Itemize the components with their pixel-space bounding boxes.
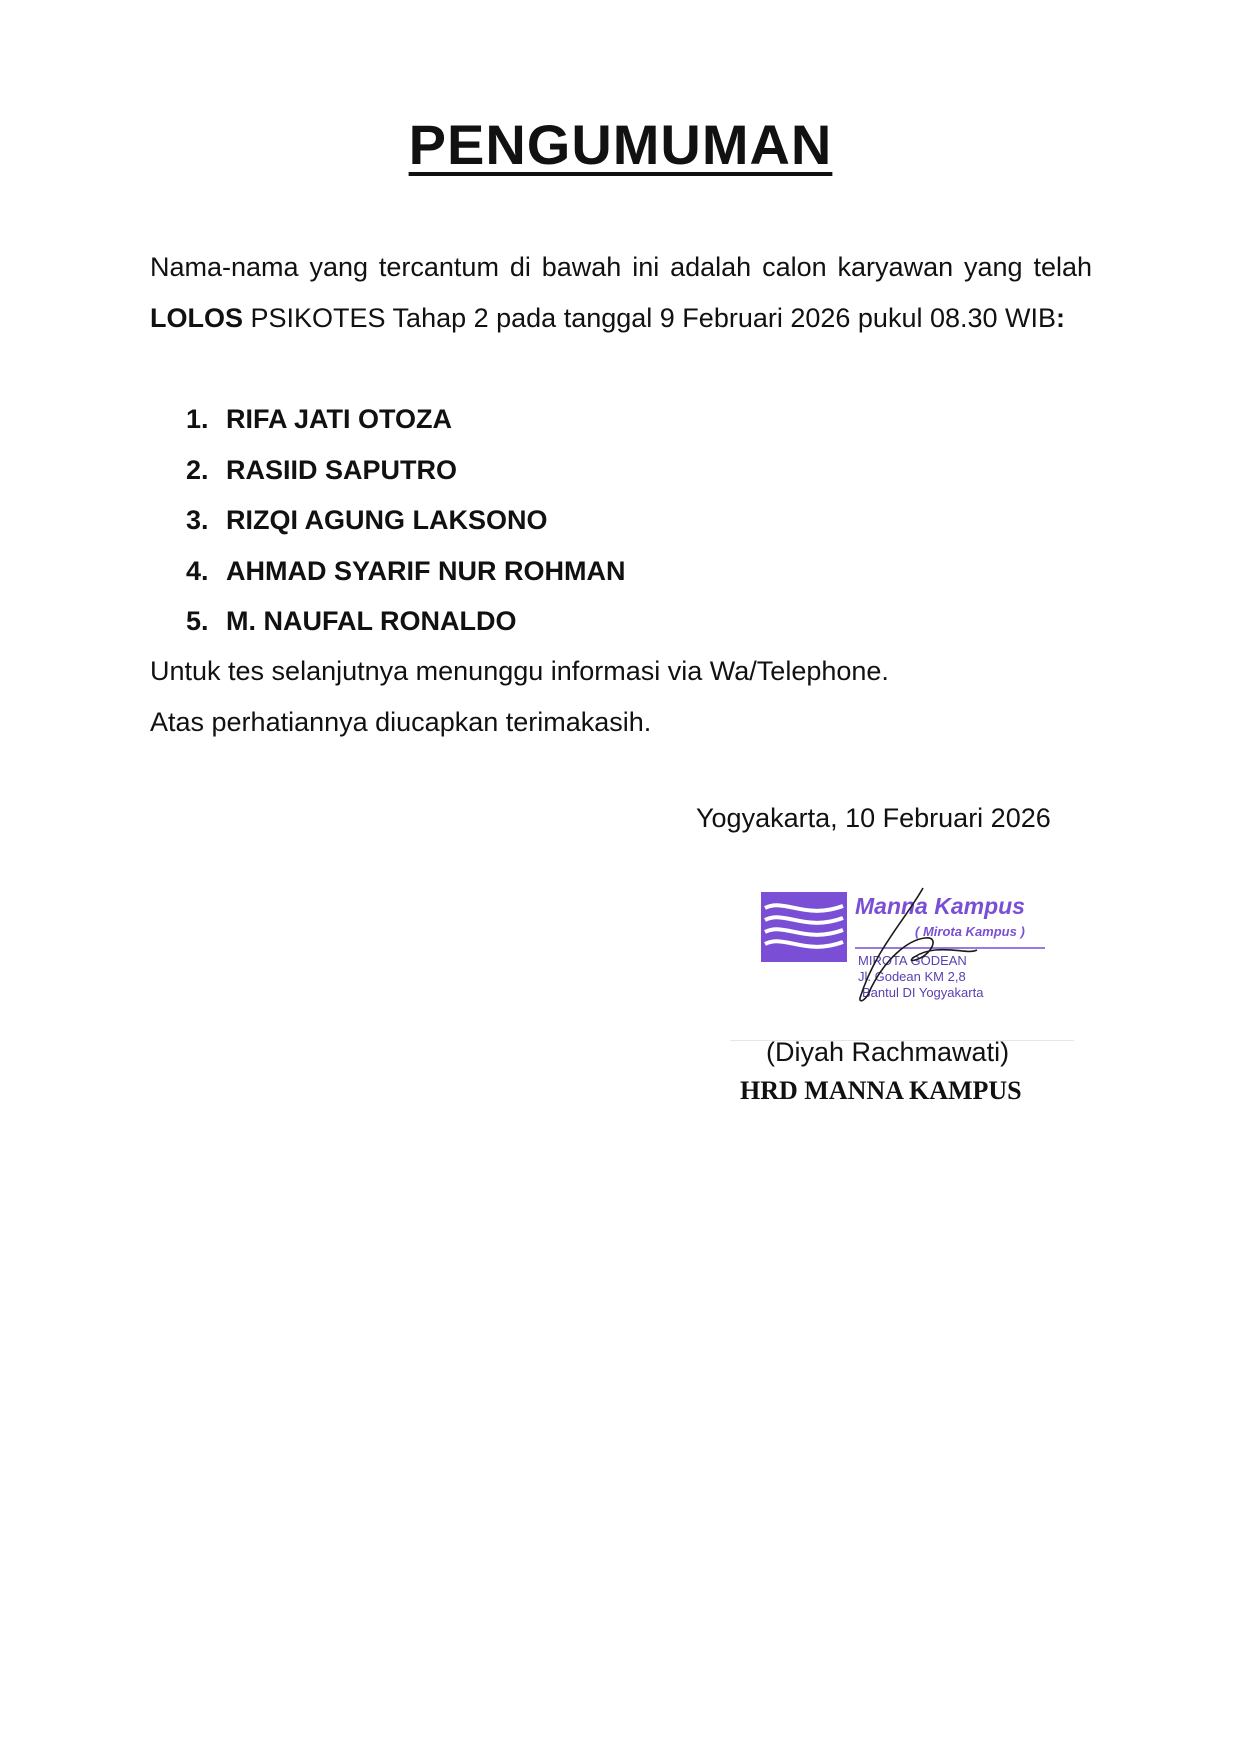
list-item [186,495,626,546]
signer-role: HRD MANNA KAMPUS [740,1076,1022,1105]
list-item-name: RIZQI AGUNG LAKSONO [226,505,548,535]
names-list [186,394,626,647]
list-item-name: M. NAUFAL RONALDO [226,606,517,636]
closing-line-2: Atas perhatiannya diucapkan terimakasih. [150,706,652,737]
closing-line-1: Untuk tes selanjutnya menunggu informasi via Wa/Telephone. [150,656,889,686]
list-item-number: 5. [186,606,209,636]
stamp-logo-icon [761,892,847,962]
intro-paragraph [150,242,1092,343]
list-item [186,445,626,496]
list-item-name: RASIID SAPUTRO [226,454,458,485]
list-item [186,394,626,445]
closing-text [150,646,889,747]
signer-name: (Diyah Rachmawati) [766,1037,1010,1067]
company-stamp [755,880,1055,1010]
intro-bold-lolos: LOLOS [150,302,243,333]
intro-text-2: PSIKOTES Tahap 2 pada tanggal 9 Februari 2026 pukul 08.30 WIB [243,302,1057,333]
list-item-name: RIFA JATI OTOZA [226,404,453,434]
intro-text-1: Nama-nama yang tercantum di bawah ini adalah calon karyawan yang telah [150,252,1092,282]
list-item-name: AHMAD SYARIF NUR ROHMAN [226,555,626,586]
place-and-date: Yogyakarta, 10 Februari 2026 [696,803,1051,833]
stamp-subbrand: ( Mirota Kampus ) [915,924,1025,939]
stamp-brand: Manna Kampus [855,893,1025,919]
list-item [186,596,626,647]
list-item-number: 1. [186,404,209,434]
page-title [0,112,1241,177]
list-item-number: 3. [186,505,209,535]
list-item [186,546,626,597]
stamp-line-3: Bantul DI Yogyakarta [862,985,984,1000]
stamp-line-2: Jl. Godean KM 2,8 [858,969,966,984]
title-text: PENGUMUMAN [408,113,833,176]
stamp-line-1: MIROTA GODEAN [858,953,967,968]
list-item-number: 2. [186,454,209,485]
intro-colon: : [1056,302,1066,333]
list-item-number: 4. [186,555,209,586]
